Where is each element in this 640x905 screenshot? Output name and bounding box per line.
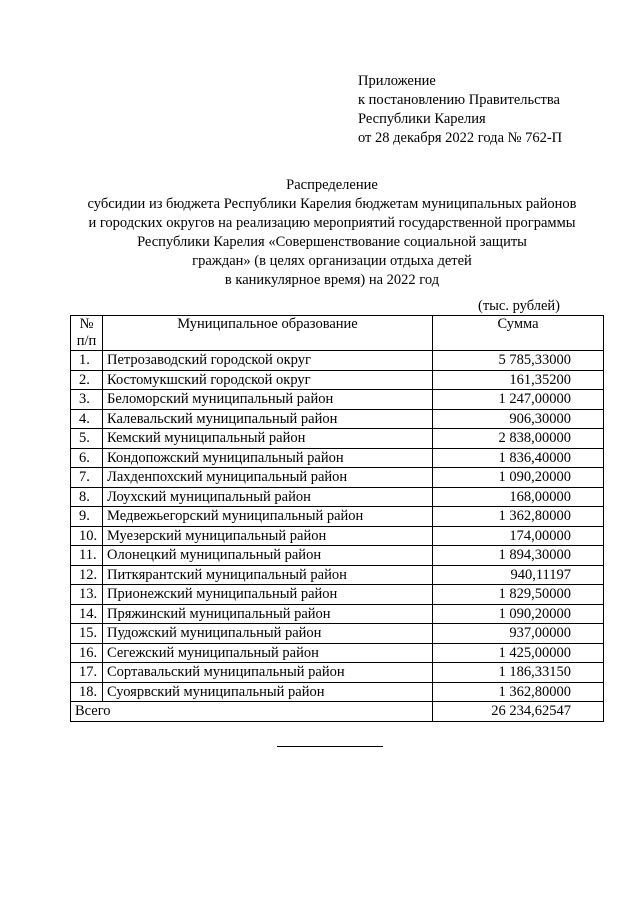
table-row bbox=[71, 643, 604, 663]
title-line: Республики Карелия «Совершенствование социальной защиты bbox=[137, 234, 527, 250]
row-sum: 1 829,50000 bbox=[433, 585, 604, 605]
row-name: Олонецкий муниципальный район bbox=[103, 546, 433, 566]
total-label: Всего bbox=[71, 702, 433, 722]
table-row bbox=[71, 390, 604, 410]
table-header-row bbox=[71, 316, 604, 351]
row-name: Сортавальский муниципальный район bbox=[103, 663, 433, 683]
row-num: 5. bbox=[71, 429, 103, 449]
row-sum: 161,35200 bbox=[433, 370, 604, 390]
row-sum: 1 836,40000 bbox=[433, 448, 604, 468]
table-row bbox=[71, 448, 604, 468]
row-num: 8. bbox=[71, 487, 103, 507]
row-sum: 1 362,80000 bbox=[433, 682, 604, 702]
header-name: Муниципальное образование bbox=[103, 316, 433, 351]
appendix-line: Приложение bbox=[358, 73, 436, 89]
signature-line bbox=[277, 746, 383, 747]
row-sum: 168,00000 bbox=[433, 487, 604, 507]
table-row bbox=[71, 682, 604, 702]
table-row bbox=[71, 663, 604, 683]
appendix-line: от 28 декабря 2022 года № 762-П bbox=[358, 130, 563, 146]
header-sum: Сумма bbox=[433, 316, 604, 351]
row-name: Петрозаводский городской округ bbox=[103, 351, 433, 371]
appendix-line: Республики Карелия bbox=[358, 111, 486, 127]
row-num: 10. bbox=[71, 526, 103, 546]
title-line: субсидии из бюджета Республики Карелия бюджетам муниципальных районов bbox=[87, 196, 577, 212]
table-row bbox=[71, 468, 604, 488]
table-row bbox=[71, 507, 604, 527]
header-num bbox=[71, 316, 103, 351]
appendix-line: к постановлению Правительства bbox=[358, 92, 560, 108]
row-name: Лоухский муниципальный район bbox=[103, 487, 433, 507]
row-num: 17. bbox=[71, 663, 103, 683]
appendix-block bbox=[358, 72, 562, 148]
distribution-table bbox=[70, 315, 604, 722]
row-num: 18. bbox=[71, 682, 103, 702]
row-name: Пряжинский муниципальный район bbox=[103, 604, 433, 624]
row-name: Сегежский муниципальный район bbox=[103, 643, 433, 663]
row-num: 2. bbox=[71, 370, 103, 390]
row-sum: 2 838,00000 bbox=[433, 429, 604, 449]
row-name: Питкярантский муниципальный район bbox=[103, 565, 433, 585]
row-name: Суоярвский муниципальный район bbox=[103, 682, 433, 702]
units-label: (тыс. рублей) bbox=[478, 298, 560, 314]
row-name: Калевальский муниципальный район bbox=[103, 409, 433, 429]
table-row bbox=[71, 546, 604, 566]
title-line: граждан» (в целях организации отдыха детей bbox=[192, 253, 472, 269]
row-num: 1. bbox=[71, 351, 103, 371]
table-row bbox=[71, 526, 604, 546]
row-num: 12. bbox=[71, 565, 103, 585]
row-num: 14. bbox=[71, 604, 103, 624]
row-num: 7. bbox=[71, 468, 103, 488]
table-row bbox=[71, 429, 604, 449]
row-num: 6. bbox=[71, 448, 103, 468]
table-row bbox=[71, 409, 604, 429]
row-num: 3. bbox=[71, 390, 103, 410]
row-sum: 1 894,30000 bbox=[433, 546, 604, 566]
table-row bbox=[71, 604, 604, 624]
row-sum: 5 785,33000 bbox=[433, 351, 604, 371]
row-num: 4. bbox=[71, 409, 103, 429]
row-sum: 1 362,80000 bbox=[433, 507, 604, 527]
row-num: 11. bbox=[71, 546, 103, 566]
table-row bbox=[71, 585, 604, 605]
row-sum: 937,00000 bbox=[433, 624, 604, 644]
row-name: Кондопожский муниципальный район bbox=[103, 448, 433, 468]
table-row bbox=[71, 565, 604, 585]
row-name: Костомукшский городской округ bbox=[103, 370, 433, 390]
header-num-text: № п/п bbox=[76, 316, 97, 349]
table-body bbox=[71, 351, 604, 722]
row-name: Беломорский муниципальный район bbox=[103, 390, 433, 410]
title-line: Распределение bbox=[286, 177, 378, 193]
table-row bbox=[71, 351, 604, 371]
row-num: 9. bbox=[71, 507, 103, 527]
row-sum: 1 090,20000 bbox=[433, 468, 604, 488]
row-sum: 1 247,00000 bbox=[433, 390, 604, 410]
row-sum: 1 186,33150 bbox=[433, 663, 604, 683]
total-sum: 26 234,62547 bbox=[433, 702, 604, 722]
row-num: 16. bbox=[71, 643, 103, 663]
row-name: Лахденпохский муниципальный район bbox=[103, 468, 433, 488]
row-sum: 1 425,00000 bbox=[433, 643, 604, 663]
row-sum: 1 090,20000 bbox=[433, 604, 604, 624]
table-row bbox=[71, 487, 604, 507]
row-name: Кемский муниципальный район bbox=[103, 429, 433, 449]
document-title bbox=[0, 176, 640, 290]
row-sum: 906,30000 bbox=[433, 409, 604, 429]
row-num: 15. bbox=[71, 624, 103, 644]
title-line: в каникулярное время) на 2022 год bbox=[224, 272, 440, 288]
table-row bbox=[71, 624, 604, 644]
row-name: Медвежьегорский муниципальный район bbox=[103, 507, 433, 527]
row-sum: 940,11197 bbox=[433, 565, 604, 585]
row-name: Прионежский муниципальный район bbox=[103, 585, 433, 605]
title-line: и городских округов на реализацию мероприятий государственной программы bbox=[88, 215, 576, 231]
row-name: Муезерский муниципальный район bbox=[103, 526, 433, 546]
row-num: 13. bbox=[71, 585, 103, 605]
table-total-row bbox=[71, 702, 604, 722]
row-sum: 174,00000 bbox=[433, 526, 604, 546]
table-row bbox=[71, 370, 604, 390]
row-name: Пудожский муниципальный район bbox=[103, 624, 433, 644]
